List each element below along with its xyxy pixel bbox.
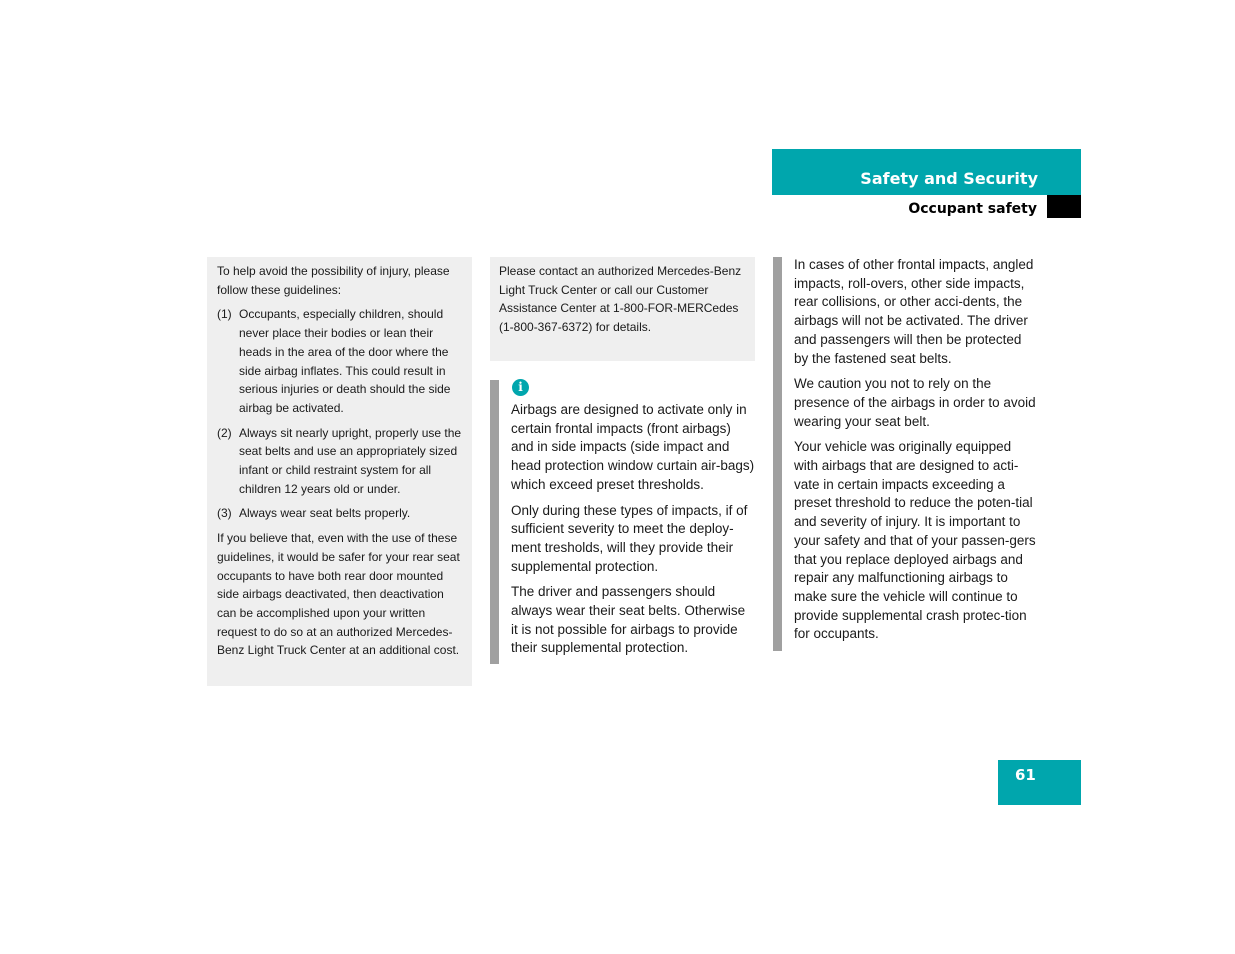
section-tab-marker bbox=[1047, 195, 1081, 218]
guidelines-intro: To help avoid the possibility of injury, please follow these guidelines: bbox=[217, 264, 450, 297]
column-3-bar bbox=[773, 257, 782, 651]
contact-box bbox=[490, 257, 755, 361]
subsection-title: Occupant safety bbox=[908, 201, 1037, 217]
list-item-number: (1) bbox=[217, 307, 232, 322]
list-item bbox=[217, 305, 464, 417]
list-item-text: Always wear seat belts properly. bbox=[239, 506, 411, 521]
info-icon: i bbox=[512, 379, 529, 396]
info-paragraph: Airbags are designed to activate only in certain frontal impacts (front airbags) and in side impacts (side impact and head protection window curtain air-bags) which exceed preset thresholds. bbox=[511, 402, 755, 492]
contact-text: Please contact an authorized Mercedes-Benz Light Truck Center or call our Customer Assistance Center at 1-800-FOR-MERCedes (1-800-367-6372) for details. bbox=[499, 264, 742, 335]
column-3 bbox=[773, 257, 1038, 651]
page-number: 61 bbox=[1015, 766, 1036, 784]
info-note-bar bbox=[490, 380, 499, 664]
body-paragraph: In cases of other frontal impacts, angled impacts, roll-overs, other side impacts, rear collisions, or other acci-dents, the airbags will not be activated. The driver and passengers will then be protected by the fastened seat belts. bbox=[794, 257, 1034, 366]
info-note bbox=[490, 380, 755, 664]
page-number-box bbox=[998, 760, 1081, 805]
column-3-content bbox=[794, 256, 1038, 651]
list-item-number: (3) bbox=[217, 506, 232, 521]
guidelines-box bbox=[207, 257, 472, 686]
section-banner bbox=[772, 149, 1081, 195]
info-paragraph: The driver and passengers should always wear their seat belts. Otherwise it is not possible for airbags to provide their supplemental protection. bbox=[511, 584, 746, 656]
body-paragraph: We caution you not to rely on the presence of the airbags in order to avoid wearing your seat belt. bbox=[794, 376, 1036, 429]
guidelines-closing: If you believe that, even with the use of these guidelines, it would be safer for your rear seat occupants to have both rear door mounted side airbags deactivated, then deactivation can be accomplished upon your written request to do so at an authorized Mercedes-Benz Light Truck Center at an additional cost. bbox=[217, 531, 460, 658]
list-item bbox=[217, 504, 464, 523]
info-paragraph: Only during these types of impacts, if of sufficient severity to meet the deploy-ment tresholds, will they provide their supplemental protection. bbox=[511, 502, 748, 574]
list-item-number: (2) bbox=[217, 425, 232, 440]
body-paragraph: Your vehicle was originally equipped with airbags that are designed to acti-vate in certain impacts exceeding a preset threshold to reduce the poten-tial and severity of injury. It is important to your safety and that of your passen-gers that you replace deployed airbags and repair any malfunctioning airbags to make sure the vehicle will continue to provide supplemental crash protec-tion for occupants. bbox=[794, 439, 1036, 642]
info-note-content bbox=[511, 380, 755, 665]
list-item-text: Occupants, especially children, should never place their bodies or lean their heads in the area of the door where the side airbag inflates. This could result in serious injuries or death should the side airbag be activated. bbox=[239, 307, 451, 415]
list-item-text: Always sit nearly upright, properly use the seat belts and use an appropriately sized infant or child restraint system for all children 12 years old or under. bbox=[239, 425, 462, 496]
section-title: Safety and Security bbox=[860, 169, 1038, 188]
list-item bbox=[217, 424, 464, 499]
guidelines-list bbox=[217, 305, 464, 523]
